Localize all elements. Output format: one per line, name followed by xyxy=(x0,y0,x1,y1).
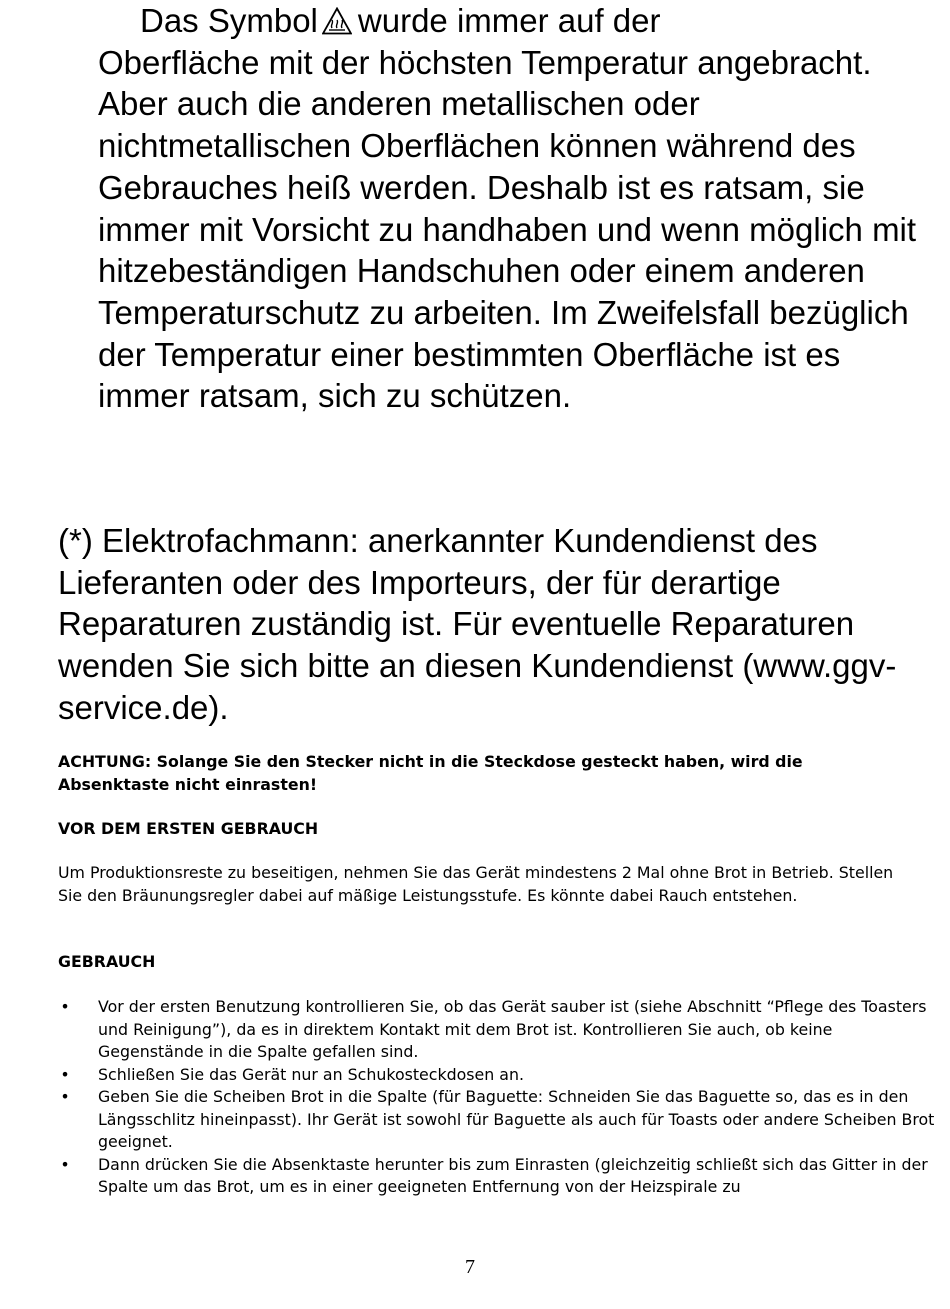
usage-bullet-list xyxy=(58,996,938,1199)
bullet-icon: • xyxy=(60,1154,70,1174)
page-number: 7 xyxy=(465,1256,475,1278)
bullet-icon: • xyxy=(60,1064,70,1084)
warning-text: ACHTUNG: Solange Sie den Stecker nicht in die Steckdose gesteckt haben, wird die Absenktaste nicht einrasten! xyxy=(58,752,803,794)
first-use-paragraph: Um Produktionsreste zu beseitigen, nehmen Sie das Gerät mindestens 2 Mal ohne Brot in Betrieb. Stellen Sie den Bräunungsregler dabei auf mäßige Leistungsstufe. Es könnte dabei Rauch entstehen. xyxy=(58,863,894,905)
symbol-tail-text: wurde immer auf der xyxy=(357,2,661,39)
hot-surface-first-line xyxy=(98,0,928,42)
bullet-icon: • xyxy=(60,997,70,1016)
bullet-icon: • xyxy=(60,1087,70,1106)
list-item xyxy=(58,1154,938,1199)
section-heading-first-use: VOR DEM ERSTEN GEBRAUCH xyxy=(58,819,319,838)
list-item xyxy=(58,996,938,1064)
list-item-text: Vor der ersten Benutzung kontrollieren Sie, ob das Gerät sauber ist (siehe Abschnitt “Pflege des Toasters und Reinigung”), da es in direktem Kontakt mit dem Brot ist. Kontrollieren Sie auch, ob keine Gegenstände in die Spalte gefallen sind. xyxy=(98,997,927,1061)
list-item xyxy=(58,1064,938,1087)
list-item-text: Dann drücken Sie die Absenktaste herunter bis zum Einrasten (gleichzeitig schließt sich das Gitter in der Spalte um das Brot, um es in einer geeigneten Entfernung von der Heizspirale zu xyxy=(98,1154,928,1196)
footnote-paragraph: (*) Elektrofachmann: anerkannter Kundendienst des Lieferanten oder des Importeurs, der für derartige Reparaturen zuständig ist. Für eventuelle Reparaturen wenden Sie sich bitte an diesen Kundendienst (www.ggv-service.de). xyxy=(58,522,897,726)
hot-surface-body-text: Oberfläche mit der höchsten Temperatur angebracht. Aber auch die anderen metallischen oder nichtmetallischen Oberflächen können während des Gebrauches heiß werden. Deshalb ist es ratsam, sie immer mit Vorsicht zu handhaben und wenn möglich mit hitzebeständigen Handschuhen oder einem anderen Temperaturschutz zu arbeiten. Im Zweifelsfall bezüglich der Temperatur einer bestimmten Oberfläche ist es immer ratsam, sich zu schützen. xyxy=(98,43,917,415)
symbol-lead-text: Das Symbol xyxy=(140,2,318,39)
list-item-text: Schließen Sie das Gerät nur an Schukosteckdosen an. xyxy=(98,1064,524,1084)
hot-surface-warning-icon xyxy=(322,7,352,35)
hot-surface-paragraph xyxy=(98,0,928,417)
list-item xyxy=(58,1086,938,1154)
section-heading-usage: GEBRAUCH xyxy=(58,952,156,971)
list-item-text: Geben Sie die Scheiben Brot in die Spalte (für Baguette: Schneiden Sie das Baguette so, das es in den Längsschlitz hineinpasst). Ihr Gerät ist sowohl für Baguette als auch für Toasts oder andere Scheiben Brot geeignet. xyxy=(98,1087,935,1151)
